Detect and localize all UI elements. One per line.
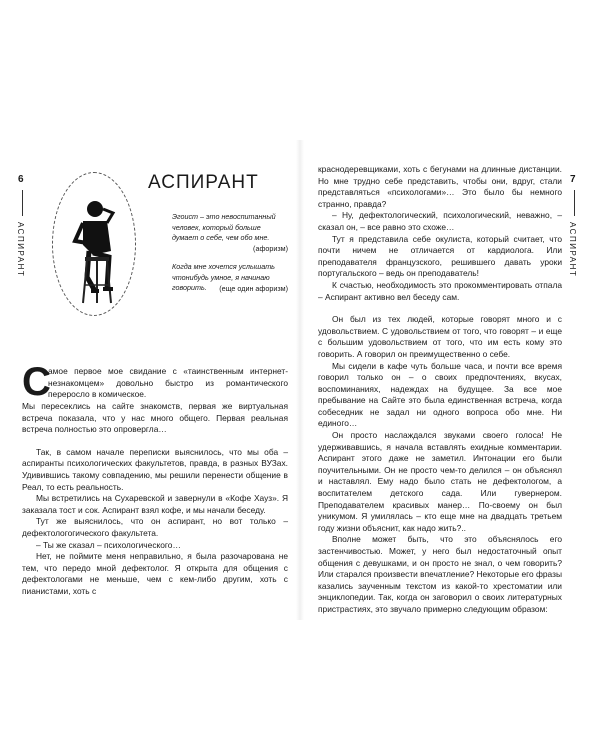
paragraph: – Ну, дефектологический, психологический, неважно, – сказал он, – все равно это схоже…	[318, 210, 562, 232]
left-page-body	[22, 401, 288, 598]
paragraph: Мы пересеклись на сайте знакомств, первая же виртуальная встреча показала, что у нас много общего. Первая реальная встреча полностью это опровергла…	[22, 401, 288, 435]
left-page-number: 6	[18, 174, 24, 185]
paragraph: краснодеревщиками, хоть с бегунами на длинные дистанции. Но мне трудно себе представить, чтобы они, вдруг, стали представляться «психологами»… Это было бы немного странно, правда?	[318, 164, 562, 209]
paragraph: К счастью, необходимость это прокомментировать отпала – Аспирант активно вел беседу сам.	[318, 279, 562, 302]
seated-man-illustration	[52, 172, 136, 316]
paragraph: Так, в самом начале переписки выяснилось, что мы оба – аспиранты психологических факультетов, правда, в разных ВУЗах. Удивившись такому совпадению, мы решили перенести общение в Реал, то есть реальность.	[22, 446, 288, 492]
left-running-head: АСПИРАНТ	[16, 222, 25, 278]
right-running-head: АСПИРАНТ	[568, 222, 577, 278]
page-gutter	[296, 140, 304, 620]
paragraph: – Ты же сказал – психологического…	[36, 539, 181, 550]
paragraph: Мы сидели в кафе чуть больше часа, и почти все время говорил только он – о своих предпочтениях, вкусах, воспоминаниях, надеждах на будущее. За все мое пребывание на Сайте это была единственная встреча, когда собеседник не задал ни одного вопроса обо мне. Ни единого…	[318, 360, 562, 429]
right-running-rule	[574, 190, 575, 216]
paragraph: Вполне может быть, что это объяснялось его застенчивостью. Может, у него был недостаточный опыт общения с девушками, и он просто не знал, о чем говорить? Или старался произвести впечатление? Некоторые его фразы казались заученным текстом из какой-то хрестоматии или энциклопедии. Так, когда он заговорил о своих литературных пристрастиях, это звучало примерно следующим образом:	[318, 534, 562, 614]
chapter-title: АСПИРАНТ	[148, 172, 259, 193]
left-running-rule	[22, 190, 23, 216]
right-page-number: 7	[570, 174, 576, 185]
right-page-body	[318, 164, 562, 616]
paragraph: Нет, не поймите меня неправильно, я была разочарована не тем, что передо мной дефектолог. Я открыта для общения с дефектологами не меньше, чем с кем-либо другим, хоть с пианистами, хоть с	[22, 551, 288, 596]
epigraph-first: Эгоист – это невоспитанный человек, который больше думает о себе, чем обо мне.	[172, 212, 276, 242]
seated-man-figure	[53, 173, 135, 315]
paragraph: Он был из тех людей, которые говорят много и с удовольствием. С удовольствием от того, что говорят – и еще с большим удовольствием от того, что им есть кому это говорить. А говорил он преимущественно о себе.	[318, 314, 562, 359]
epigraph-first-attribution: (афоризм)	[253, 244, 288, 253]
paragraph: Тут я представила себе окулиста, который считает, что почти ничем не отличается от кардиолога. Или преподавателя французского, решившего давать уроки португальского – ведь он преподаватель!	[318, 233, 562, 279]
epigraph-second: Когда мне хочется услышать чтонибудь умное, я начинаю говорить.	[172, 262, 275, 292]
paragraph: Мы встретились на Сухаревской и завернули в «Кофе Хауз». Я заказала тост и сок. Аспирант взял кофе, и мы начали беседу.	[22, 493, 288, 515]
paragraph: Тут же выяснилось, что он аспирант, но вот только – дефектологогического факультета.	[22, 516, 288, 538]
drop-cap: С	[22, 360, 51, 404]
paragraph: Он просто наслаждался звуками своего голоса! Не удерживавшись, я начала вставлять ехидные комментарии. Аспирант этого даже не заметил. Интонации его были поучительными. Он не просто чем-то делился – он объяснял и наставлял. Ему надо было стать не дефектологом, а воспитателем детского сада. Или гувернером. Преподавателем красивых манер… По-своему он был уникумом. Я умилялась – кто еще мне на двадцать третьем году жизни объяснит, как надо жить?..	[318, 430, 562, 533]
first-paragraph: амое первое мое свидание с «таинственным интернет-незнакомцем» довольно быстро из романтического переросло в комическое.	[48, 366, 288, 400]
epigraph-second-attribution: (еще один афоризм)	[219, 284, 288, 293]
